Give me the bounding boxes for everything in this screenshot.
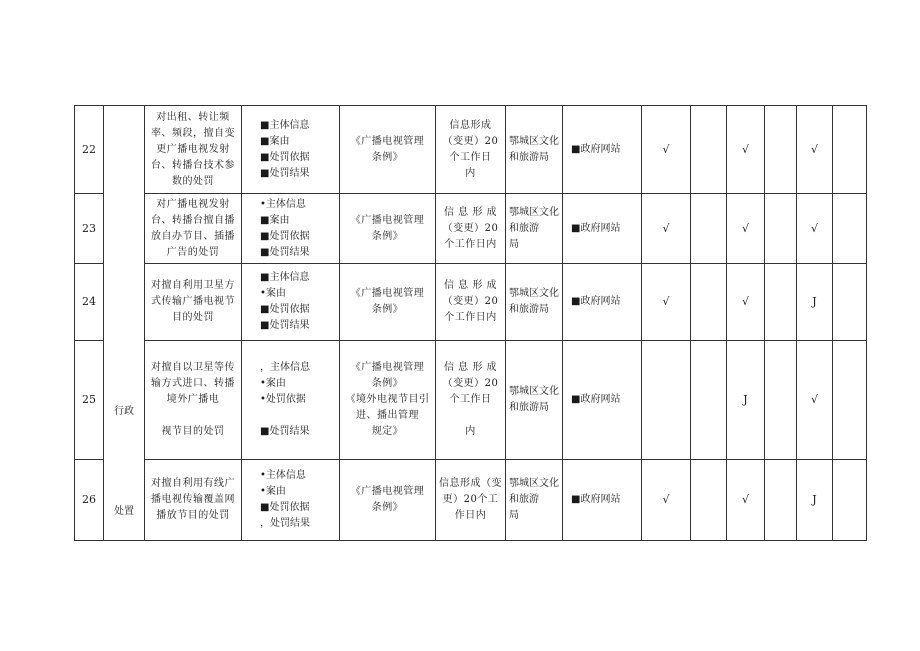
disclosure-table <box>74 105 867 541</box>
legal-basis-line: 《广播电视管理 <box>350 288 425 299</box>
row-number: 24 <box>75 264 104 341</box>
table-row <box>75 264 867 341</box>
mark-cell <box>833 194 867 264</box>
responsible-org-line: 和旅游 <box>509 494 539 505</box>
disclosure-content-line: ■处罚结果 <box>260 167 310 179</box>
disclosure-content-line: ■案由 <box>260 135 290 147</box>
responsible-org <box>506 460 563 541</box>
item-name <box>145 194 242 264</box>
responsible-org <box>506 341 563 460</box>
disclosure-content-line: •主体信息 <box>260 470 306 481</box>
responsible-org-line: 鄂城区文化 <box>509 288 559 299</box>
mark-cell: √ <box>642 194 691 264</box>
mark-cell: √ <box>642 460 691 541</box>
mark-cell <box>765 106 797 194</box>
disclosure-content-line: •案由 <box>260 486 286 497</box>
category-cell <box>104 106 145 541</box>
disclosure-content <box>242 264 340 341</box>
disclosure-channel: ■政府网站 <box>563 460 642 541</box>
disclosure-content <box>242 341 340 460</box>
disclosure-content-line <box>260 408 336 424</box>
legal-basis-line: 条例》 <box>371 502 404 513</box>
time-limit-line: （变更）20 <box>442 135 499 147</box>
item-name-line: 广告的处罚 <box>166 246 220 258</box>
mark-cell: √ <box>727 106 765 194</box>
legal-basis-line: 条例》 <box>371 151 404 163</box>
responsible-org-line: 鄂城区文化 <box>509 386 559 397</box>
table-row <box>75 341 867 460</box>
legal-basis-line: 《广播电视管理 <box>350 135 425 147</box>
mark-cell: J <box>797 264 833 341</box>
disclosure-content-line: ■处罚结果 <box>260 426 310 437</box>
time-limit-line: 信 息 形 成 <box>443 280 498 291</box>
item-name-line: 播电视传输覆盖网 <box>151 494 235 505</box>
time-limit-line: 作日内 <box>454 510 487 521</box>
disclosure-content-line: ■处罚依据 <box>260 502 310 513</box>
disclosure-content-line: ■案由 <box>260 214 290 226</box>
disclosure-content-line: •案由 <box>260 378 286 389</box>
legal-basis <box>340 106 436 194</box>
responsible-org-line: 鄂城区文化 <box>509 206 559 218</box>
item-name <box>145 460 242 541</box>
legal-basis-line: 《广播电视管理 <box>350 486 425 497</box>
disclosure-content <box>242 106 340 194</box>
item-name-line: 目的处罚 <box>172 312 214 323</box>
mark-cell <box>642 341 691 460</box>
mark-cell <box>691 264 727 341</box>
legal-basis-line: 规定》 <box>371 426 404 437</box>
mark-cell <box>691 106 727 194</box>
legal-basis <box>340 264 436 341</box>
time-limit-line: 个工作日内 <box>444 238 497 250</box>
row-number: 26 <box>75 460 104 541</box>
disclosure-channel: ■政府网站 <box>563 341 642 460</box>
item-name-line: 境外广播电 <box>166 394 220 405</box>
item-name-line: 式传输广播电视节 <box>151 296 235 307</box>
legal-basis-line: 《境外电视节目引 <box>345 394 430 405</box>
legal-basis <box>340 341 436 460</box>
time-limit-line: 个工作日 <box>449 151 492 163</box>
disclosure-content-line: ，主体信息 <box>260 362 310 373</box>
mark-cell <box>691 460 727 541</box>
disclosure-content-line: ■主体信息 <box>260 119 310 131</box>
item-name-line: 数的处罚 <box>172 175 214 187</box>
time-limit <box>436 264 506 341</box>
mark-cell: √ <box>642 106 691 194</box>
legal-basis <box>340 194 436 264</box>
time-limit-line: （变更）20 <box>442 222 499 234</box>
time-limit <box>436 460 506 541</box>
row-number: 22 <box>75 106 104 194</box>
mark-cell <box>765 341 797 460</box>
time-limit-line: （变更）20 <box>442 378 499 389</box>
mark-cell <box>765 460 797 541</box>
responsible-org-line: 鄂城区文化 <box>509 478 559 489</box>
item-name-line: 对广播电视发射 <box>156 198 230 210</box>
legal-basis-line: 《广播电视管理 <box>350 214 425 226</box>
mark-cell: √ <box>727 194 765 264</box>
item-name-line: 台、转播台擅自播 <box>151 214 235 226</box>
item-name-line: 输方式进口、转播 <box>151 378 235 389</box>
row-number: 25 <box>75 341 104 460</box>
mark-cell <box>833 106 867 194</box>
disclosure-content-line: ■处罚结果 <box>260 246 310 258</box>
time-limit-line: 信 息 形 成 <box>443 362 498 373</box>
responsible-org-line: 和旅游 <box>509 222 539 234</box>
time-limit-line: 个工作日 <box>449 394 492 405</box>
responsible-org-line: 和旅游局 <box>509 304 549 315</box>
table-row <box>75 460 867 541</box>
disclosure-content-line: ■处罚依据 <box>260 304 310 315</box>
responsible-org <box>506 264 563 341</box>
item-name-line: 对擅自利用有线广 <box>151 478 235 489</box>
item-name-line: 台、转播台技术参 <box>151 159 235 171</box>
disclosure-channel: ■政府网站 <box>563 106 642 194</box>
item-name-line: 对出租、转让频 <box>156 111 230 123</box>
mark-cell: √ <box>727 460 765 541</box>
time-limit-line <box>439 408 502 424</box>
disclosure-content-line: ，处罚结果 <box>260 518 310 529</box>
item-name-line: 对擅自以卫星等传 <box>151 362 235 373</box>
time-limit-line: 内 <box>465 426 476 437</box>
item-name-line: 对擅自利用卫星方 <box>151 280 235 291</box>
item-name-line: 更广播电视发射 <box>156 143 230 155</box>
mark-cell <box>691 194 727 264</box>
disclosure-content-line: ■处罚结果 <box>260 320 310 331</box>
time-limit-line: 个工作日内 <box>444 312 497 323</box>
item-name-line: 播放节目的处罚 <box>156 510 230 521</box>
time-limit <box>436 194 506 264</box>
row-number: 23 <box>75 194 104 264</box>
time-limit <box>436 106 506 194</box>
disclosure-content-line: ■处罚依据 <box>260 230 310 242</box>
disclosure-content-line: •主体信息 <box>260 198 306 210</box>
legal-basis-line: 《广播电视管理 <box>350 362 425 373</box>
mark-cell: √ <box>797 341 833 460</box>
item-name <box>145 264 242 341</box>
item-name-line: 视节目的处罚 <box>161 426 225 437</box>
category-label-part1: 行政 <box>114 406 134 417</box>
time-limit-line: 更）20个工 <box>442 494 499 505</box>
table-row <box>75 194 867 264</box>
disclosure-channel: ■政府网站 <box>563 194 642 264</box>
time-limit <box>436 341 506 460</box>
mark-cell <box>833 341 867 460</box>
legal-basis <box>340 460 436 541</box>
disclosure-channel: ■政府网站 <box>563 264 642 341</box>
item-name <box>145 341 242 460</box>
time-limit-line: 信 息 形 成 <box>443 206 498 218</box>
mark-cell <box>765 194 797 264</box>
item-name-line: 放自办节目、插播 <box>151 230 235 242</box>
disclosure-content <box>242 460 340 541</box>
mark-cell: J <box>797 460 833 541</box>
mark-cell <box>833 264 867 341</box>
disclosure-content-line: ■处罚依据 <box>260 151 310 163</box>
mark-cell <box>691 341 727 460</box>
time-limit-line: 内 <box>465 167 476 179</box>
responsible-org-line: 和旅游局 <box>509 151 549 163</box>
mark-cell <box>833 460 867 541</box>
mark-cell: √ <box>797 106 833 194</box>
disclosure-content <box>242 194 340 264</box>
item-name-line: 率、频段，擅自变 <box>151 127 235 139</box>
mark-cell: J <box>727 341 765 460</box>
legal-basis-line: 条例》 <box>371 378 404 389</box>
time-limit-line: （变更）20 <box>442 296 499 307</box>
time-limit-line: 信息形成 <box>449 119 492 131</box>
responsible-org-line: 和旅游局 <box>509 402 549 413</box>
responsible-org-line: 局 <box>509 510 519 521</box>
disclosure-content-line: ■主体信息 <box>260 272 310 283</box>
disclosure-content-line: •处罚依据 <box>260 394 306 405</box>
table-row <box>75 106 867 194</box>
mark-cell <box>765 264 797 341</box>
mark-cell: √ <box>797 194 833 264</box>
category-label-part2: 处置 <box>114 506 134 517</box>
item-name <box>145 106 242 194</box>
responsible-org <box>506 106 563 194</box>
mark-cell: √ <box>642 264 691 341</box>
disclosure-content-line: •案由 <box>260 288 286 299</box>
mark-cell: √ <box>727 264 765 341</box>
legal-basis-line: 进、播出管理 <box>356 410 419 421</box>
item-name-line <box>148 408 238 424</box>
legal-basis-line: 条例》 <box>371 230 404 242</box>
responsible-org-line: 局 <box>509 238 519 250</box>
responsible-org-line: 鄂城区文化 <box>509 135 559 147</box>
time-limit-line: 信息形成（变 <box>439 478 502 489</box>
legal-basis-line: 条例》 <box>371 304 404 315</box>
responsible-org <box>506 194 563 264</box>
